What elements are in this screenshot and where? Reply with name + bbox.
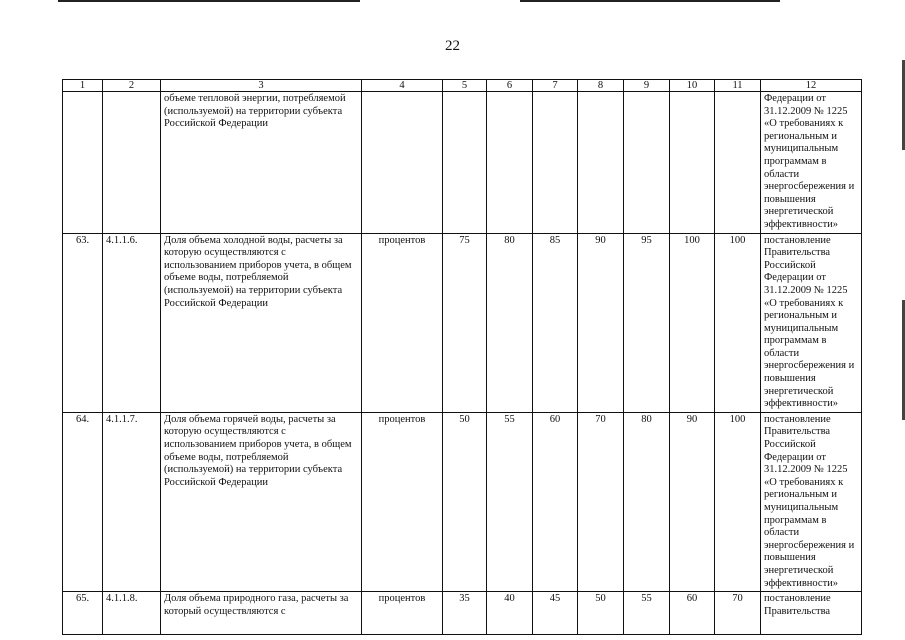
value-cell: 50	[578, 592, 624, 635]
indicator-text: объеме тепловой энергии, потребляемой (используемой) на территории субъекта Российской Федерации	[161, 92, 362, 234]
value-cell: 40	[487, 592, 533, 635]
unit-cell	[362, 92, 443, 234]
value-cell: 100	[715, 233, 761, 412]
scan-top-mark	[520, 0, 780, 2]
value-cell	[670, 92, 715, 234]
page-number: 22	[445, 38, 460, 54]
basis-text: постановление Правительства Российской Федерации от 31.12.2009 № 1225 «О требованиях к региональным и муниципальным программам в области энергосбережения и повышения энергетической эффективности»	[761, 233, 862, 412]
indicator-text: Доля объема холодной воды, расчеты за которую осуществляются с использованием приборов учета, в общем объеме воды, потребляемой (используемой) на территории субъекта Российской Федерации	[161, 233, 362, 412]
column-header: 1	[63, 80, 103, 92]
indicator-text: Доля объема горячей воды, расчеты за которую осуществляются с использованием приборов учета, в общем объеме воды, потребляемой (используемой) на территории субъекта Российской Федерации	[161, 412, 362, 591]
basis-text: постановление Правительства Российской Федерации от 31.12.2009 № 1225 «О требованиях к региональным и муниципальным программам в области энергосбережения и повышения энергетической эффективности»	[761, 412, 862, 591]
column-header: 2	[103, 80, 161, 92]
value-cell: 100	[715, 412, 761, 591]
value-cell: 90	[670, 412, 715, 591]
value-cell: 50	[443, 412, 487, 591]
table-row	[63, 592, 862, 635]
column-header: 9	[624, 80, 670, 92]
row-code	[103, 92, 161, 234]
row-code: 4.1.1.6.	[103, 233, 161, 412]
value-cell: 90	[578, 233, 624, 412]
unit-cell: процентов	[362, 412, 443, 591]
value-cell	[533, 92, 578, 234]
value-cell: 80	[487, 233, 533, 412]
value-cell: 80	[624, 412, 670, 591]
unit-cell: процентов	[362, 592, 443, 635]
column-header: 11	[715, 80, 761, 92]
scan-top-mark	[58, 0, 360, 2]
value-cell: 100	[670, 233, 715, 412]
row-number: 64.	[63, 412, 103, 591]
value-cell: 60	[533, 412, 578, 591]
column-header: 5	[443, 80, 487, 92]
value-cell: 35	[443, 592, 487, 635]
basis-text: Федерации от 31.12.2009 № 1225 «О требованиях к региональным и муниципальным программам в области энергосбережения и повышения энергетической эффективности»	[761, 92, 862, 234]
table-row	[63, 233, 862, 412]
table-row-continuation	[63, 92, 862, 234]
indicators-table	[62, 79, 862, 635]
row-code: 4.1.1.8.	[103, 592, 161, 635]
row-number	[63, 92, 103, 234]
value-cell	[624, 92, 670, 234]
value-cell: 55	[624, 592, 670, 635]
basis-text: постановление Правительства	[761, 592, 862, 635]
indicator-text: Доля объема природного газа, расчеты за который осуществляются с	[161, 592, 362, 635]
unit-cell: процентов	[362, 233, 443, 412]
column-header: 8	[578, 80, 624, 92]
value-cell	[715, 92, 761, 234]
column-header: 3	[161, 80, 362, 92]
header-row	[63, 80, 862, 92]
column-header: 7	[533, 80, 578, 92]
value-cell: 85	[533, 233, 578, 412]
value-cell: 75	[443, 233, 487, 412]
value-cell: 55	[487, 412, 533, 591]
value-cell: 70	[578, 412, 624, 591]
value-cell	[443, 92, 487, 234]
value-cell: 60	[670, 592, 715, 635]
row-number: 63.	[63, 233, 103, 412]
row-number: 65.	[63, 592, 103, 635]
column-header: 12	[761, 80, 862, 92]
value-cell	[578, 92, 624, 234]
row-code: 4.1.1.7.	[103, 412, 161, 591]
column-header: 10	[670, 80, 715, 92]
value-cell: 45	[533, 592, 578, 635]
value-cell: 95	[624, 233, 670, 412]
value-cell	[487, 92, 533, 234]
column-header: 6	[487, 80, 533, 92]
column-header: 4	[362, 80, 443, 92]
table-row	[63, 412, 862, 591]
value-cell: 70	[715, 592, 761, 635]
